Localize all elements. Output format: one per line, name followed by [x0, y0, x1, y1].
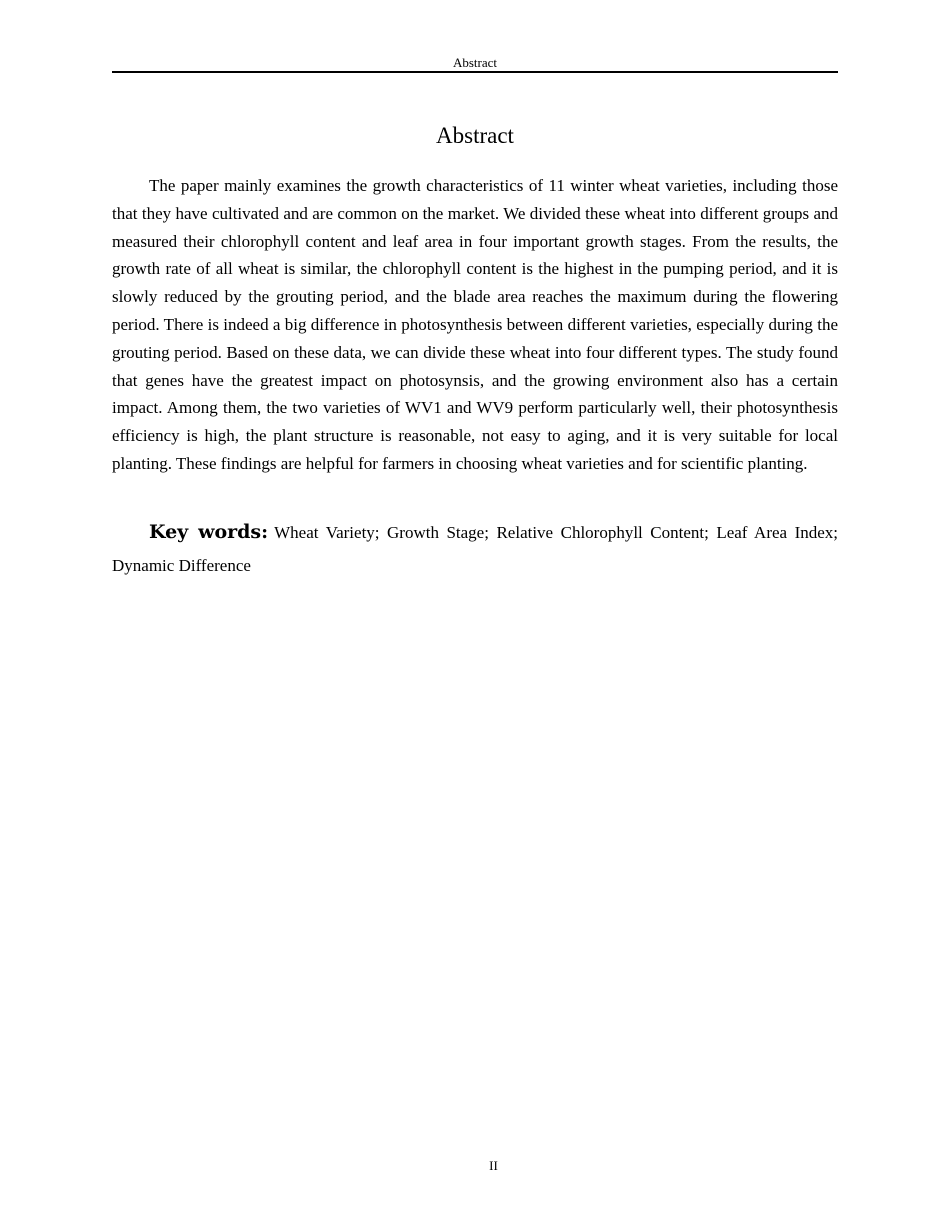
- header-rule: [112, 71, 838, 73]
- keywords-label: Key words:: [149, 521, 269, 543]
- keywords-text: Wheat Variety; Growth Stage; Relative Chlorophyll Content; Leaf Area Index; Dynamic Difference: [112, 523, 839, 575]
- page-number: II: [489, 1158, 498, 1173]
- keywords-paragraph: [112, 516, 838, 582]
- abstract-heading: Abstract: [436, 123, 514, 148]
- running-header: Abstract: [452, 55, 498, 70]
- abstract-body: The paper mainly examines the growth characteristics of 11 winter wheat varieties, including those that they have cultivated and are common on the market. We divided these wheat into different groups and measured their chlorophyll content and leaf area in four important growth stages. From the results, the growth rate of all wheat is similar, the chlorophyll content is the highest in the pumping period, and it is slowly reduced by the grouting period, and the blade area reaches the maximum during the flowering period. There is indeed a big difference in photosynthesis between different varieties, especially during the grouting period. Based on these data, we can divide these wheat into four different types. The study found that genes have the greatest impact on photosynsis, and the growing environment also has a certain impact. Among them, the two varieties of WV1 and WV9 perform particularly well, their photosynthesis efficiency is high, the plant structure is reasonable, not easy to aging, and it is very suitable for local planting. These findings are helpful for farmers in choosing wheat varieties and for scientific planting.: [112, 176, 838, 473]
